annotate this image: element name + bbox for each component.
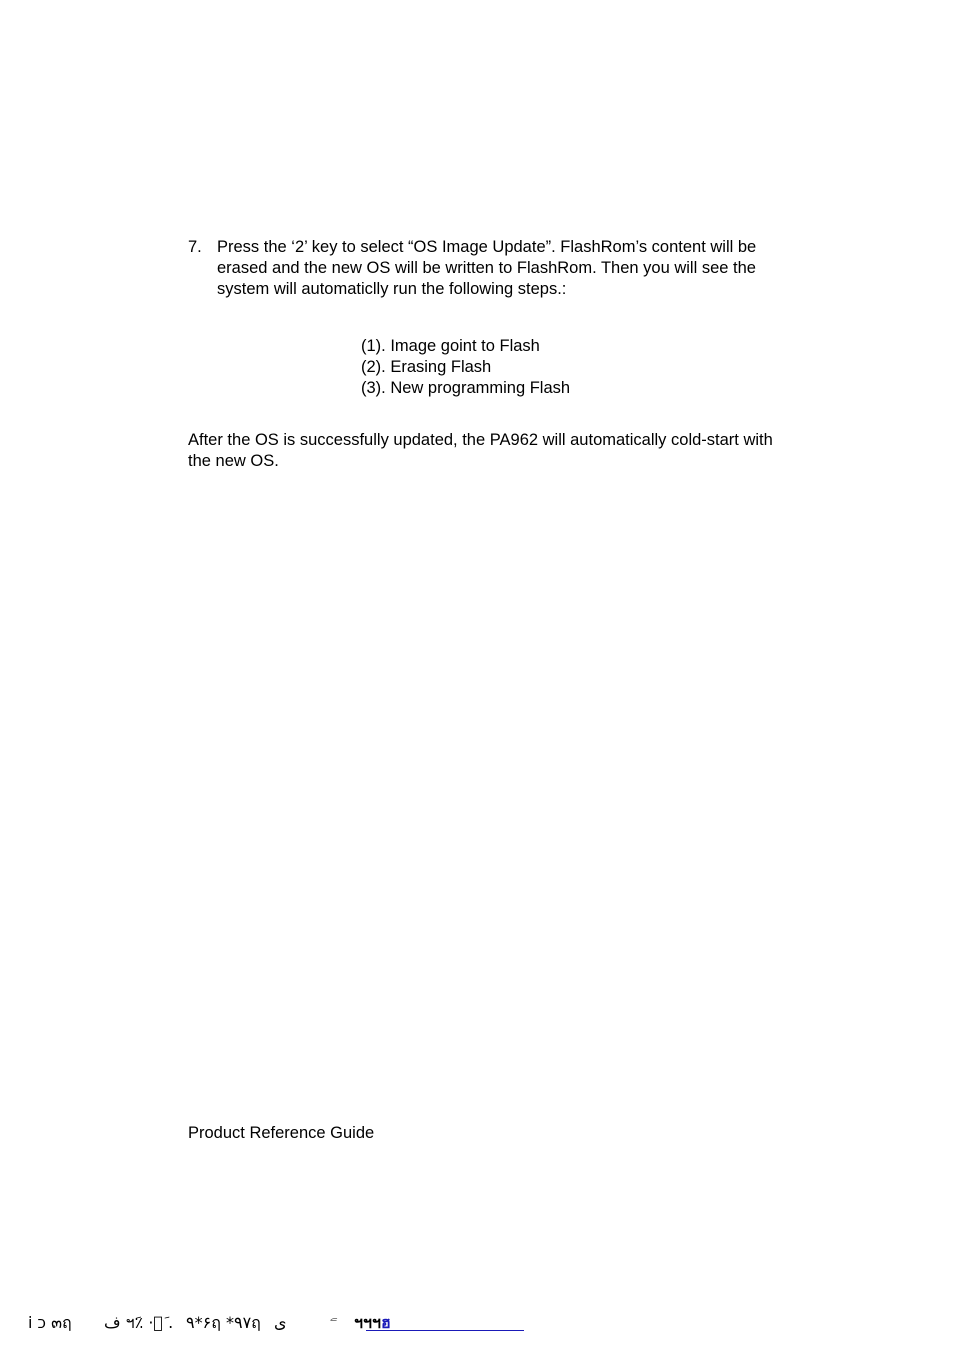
footer-garbled-link-text: ฯฯฯ bbox=[354, 1313, 381, 1332]
step-number: 7. bbox=[188, 238, 202, 256]
substep-item: (2). Erasing Flash bbox=[361, 358, 492, 376]
footer-link-underline bbox=[366, 1330, 524, 1331]
step-text-line: erased and the new OS will be written to FlashRom. Then you will see the bbox=[217, 259, 756, 277]
substep-item: (3). New programming Flash bbox=[361, 379, 571, 397]
footer-garbled-link-text: ฮ bbox=[380, 1313, 391, 1332]
footer-garbled-text: ف ฯ٪َ ·๓َ . bbox=[104, 1313, 174, 1332]
footer-garbled-text: ى bbox=[274, 1313, 287, 1332]
after-update-paragraph-line: the new OS. bbox=[188, 452, 279, 470]
substep-item: (1). Image goint to Flash bbox=[361, 337, 540, 355]
footer-garbled-text: ﮯ bbox=[330, 1311, 337, 1322]
after-update-paragraph-line: After the OS is successfully updated, the PA962 will automatically cold-start with bbox=[188, 431, 773, 449]
footer-garbled-text: i כ ๓ฤ bbox=[28, 1313, 72, 1332]
step-text-line: Press the ‘2’ key to select “OS Image Update”. FlashRom’s content will be bbox=[217, 238, 757, 256]
step-text-line: system will automaticlly run the following steps.: bbox=[217, 280, 567, 298]
footer-garbled-text: ٩*۶ฤ *٩٧ฤ bbox=[186, 1313, 261, 1332]
footer-guide-title: Product Reference Guide bbox=[188, 1124, 375, 1142]
